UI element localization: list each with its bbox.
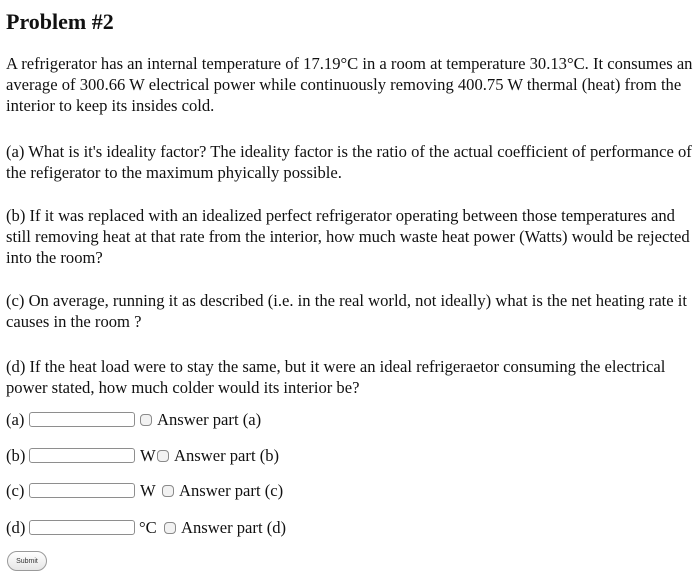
answer-input-a[interactable] — [29, 412, 135, 427]
answer-status-text-c: Answer part (c) — [179, 481, 284, 500]
answer-label-d: (d) — [6, 518, 26, 537]
answer-status-text-a: Answer part (a) — [157, 410, 262, 429]
question-b: (b) If it was replaced with an idealized perfect refrigerator operating between those temperatures and still removing heat at that rate from the interior, how much waste heat power (Watts) would be rejected into the room? — [6, 206, 690, 267]
answer-input-b[interactable] — [29, 448, 135, 463]
question-c: (c) On average, running it as described (i.e. in the real world, not ideally) what is the net heating rate it causes in the room ? — [6, 291, 688, 331]
problem-title: Problem #2 — [6, 9, 114, 34]
answer-input-c[interactable] — [29, 483, 135, 498]
answer-input-d[interactable] — [29, 520, 135, 535]
answer-status-text-b: Answer part (b) — [174, 446, 280, 465]
answer-status-text-d: Answer part (d) — [181, 518, 287, 537]
submit-button[interactable]: Submit — [7, 551, 47, 571]
answer-label-c: (c) — [6, 481, 25, 500]
answer-label-a: (a) — [6, 410, 25, 429]
answer-status-d — [164, 516, 286, 540]
status-circle-icon — [164, 522, 176, 534]
status-circle-icon — [157, 450, 169, 462]
question-a: (a) What is it's ideality factor? The ideality factor is the ratio of the actual coefficient of performance of the refigerator to the maximum phyically possible. — [6, 142, 692, 182]
answer-unit-d: °C — [139, 518, 157, 537]
question-d: (d) If the heat load were to stay the same, but it were an ideal refrigeraetor consuming the electrical power stated, how much colder would its interior be? — [6, 357, 666, 397]
status-circle-icon — [162, 485, 174, 497]
answer-status-c — [162, 479, 283, 503]
problem-intro: A refrigerator has an internal temperature of 17.19°C in a room at temperature 30.13°C. It consumes an average of 300.66 W electrical power while continuously removing 400.75 W thermal (heat) from the interior to keep its insides cold. — [6, 54, 693, 115]
answer-unit-b: W — [140, 446, 156, 465]
answer-label-b: (b) — [6, 446, 26, 465]
answer-status-a — [140, 408, 261, 432]
answer-status-b — [157, 444, 279, 468]
answer-unit-c: W — [140, 481, 156, 500]
status-circle-icon — [140, 414, 152, 426]
